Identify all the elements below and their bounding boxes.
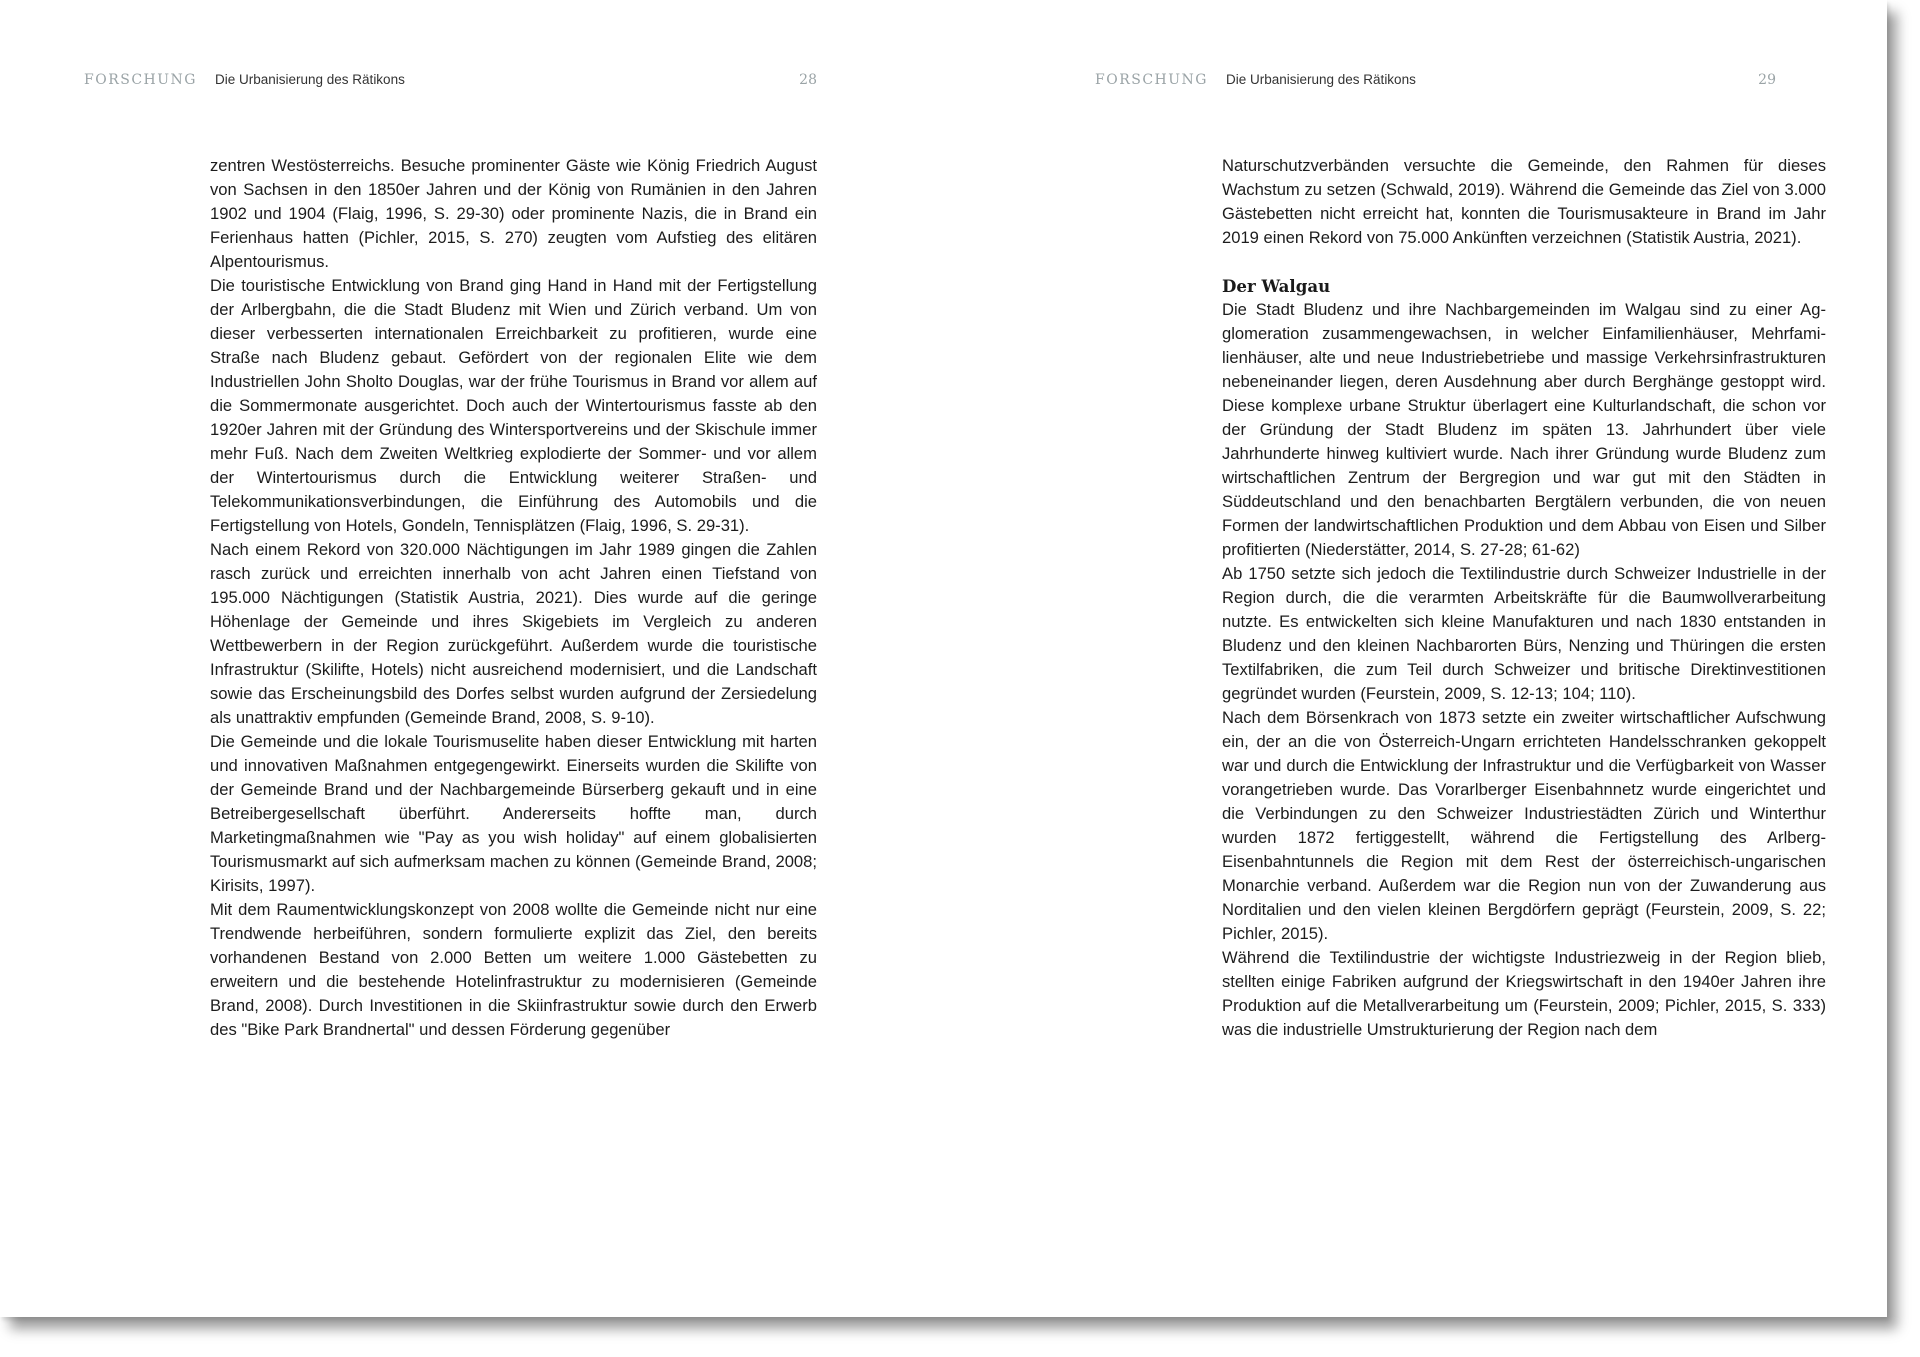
paragraph: Die Stadt Bludenz und ihre Nachbargemeinden im Walgau sind zu einer Agglomeration zusammengewachsen, in welcher Einfamilienhäuser, Mehrfamilienhäuser, alte und neue Industriebetriebe und massige Verkehrsinfrastrukturen nebeneinander liegen, deren Ausdehnung aber durch Berghänge gestoppt wird. Diese komplexe urbane Struktur überlagert eine Kulturlandschaft, die schon vor der Gründung der Stadt Bludenz im späten 13. Jahrhundert über viele Jahrhunderte hinweg kultiviert wurde. Nach ihrer Gründung wurde Bludenz zum wirtschaftlichen Zentrum der Bergregion und war gut mit den Städten in Süddeutschland und den benachbarten Bergtälern verbunden, die von neuen Formen der landwirtschaftlichen Produktion und dem Abbau von Eisen und Silber profitierten (Niederstätter, 2014, S. 27-28; 61-62): [1222, 300, 1826, 559]
paragraph: Die touristische Entwicklung von Brand ging Hand in Hand mit der Fertigstellung der Arlbergbahn, die die Stadt Bludenz mit Wien und Zürich verband. Um von dieser verbesserten internationalen Erreichbarkeit zu profitieren, wurde eine Straße nach Bludenz gebaut. Gefördert von der regionalen Elite wie dem Industriellen John Sholto Douglas, war der frühe Tourismus in Brand vor allem auf die Sommermonate ausgerichtet. Doch auch der Wintertourismus fasste ab den 1920er Jahren mit der Gründung des Wintersportvereins und der Skischule immer mehr Fuß. Nach dem Zweiten Weltkrieg explodierte der Sommer- und vor allem der Wintertourismus durch die Entwicklung weiterer Straßen- und Telekommunikationsverbindungen, die Einführung des Automobils und die Fertigstellung von Hotels, Gondeln, Tennisplätzen (Flaig, 1996, S. 29-31).: [210, 276, 817, 535]
right-page: [943, 0, 1887, 1317]
paragraph: Die Gemeinde und die lokale Tourismuselite haben dieser Entwicklung mit harten und innovativen Maßnahmen entgegengewirkt. Einerseits wurden die Skilifte von der Gemeinde Brand und der Nachbargemeinde Bürserberg gekauft und in eine Betreibergesellschaft überführt. Andererseits hoffte man, durch Marketingmaßnahmen wie "Pay as you wish holiday" auf einem globalisierten Tourismusmarkt auf sich aufmerksam machen zu können (Gemeinde Brand, 2008; Kirisits, 1997).: [210, 732, 817, 895]
paragraph: Nach dem Börsenkrach von 1873 setzte ein zweiter wirtschaftlicher Aufschwung ein, der an die von Österreich-Ungarn errichteten Handelsschranken gekoppelt war und durch die Entwicklung der Infrastruktur und die Verfügbarkeit von Wasser vorangetrieben wurde. Das Vorarlberger Eisenbahnnetz wurde eingerichtet und die Verbindungen zu den Schweizer Industriestädten Zürich und Winterthur wurden 1872 fertiggestellt, während die Fertigstellung des Arlberg-Eisenbahntunnels die Region mit dem Rest der österreichisch-ungarischen Monarchie verband. Außerdem war die Region nun von der Zuwanderung aus Norditalien und den vielen kleinen Bergdörfern geprägt (Feurstein, 2009, S. 22; Pichler, 2015).: [1222, 708, 1826, 943]
paragraph: Ab 1750 setzte sich jedoch die Textilindustrie durch Schweizer Industrielle in der Region durch, die die verarmten Arbeitskräfte für die Baumwollverarbeitung nutzte. Es entwickelten sich kleine Manufakturen und nach 1830 entstanden in Bludenz und den kleinen Nachbarorten Bürs, Nenzing und Thüringen die ersten Textilfabriken, die zum Teil durch Schweizer und britische Direktinvestitionen gegründet wurden (Feurstein, 2009, S. 12-13; 104; 110).: [1222, 564, 1826, 703]
paragraph: Naturschutzverbänden versuchte die Gemeinde, den Rahmen für dieses Wachstum zu setzen (Schwald, 2019). Während die Gemeinde das Ziel von 3.000 Gästebetten nicht erreicht hat, konnten die Tourismusakteure in Brand im Jahr 2019 einen Rekord von 75.000 Ankünften verzeichnen (Statistik Austria, 2021).: [1222, 156, 1826, 247]
header-title: Die Urbanisierung des Rätikons: [214, 72, 405, 87]
section-tag: FORSCHUNG: [1095, 72, 1208, 88]
running-header: [84, 70, 817, 90]
section-heading: Der Walgau: [1222, 276, 1331, 296]
page-number: 28: [799, 72, 817, 88]
paragraph: Mit dem Raumentwicklungskonzept von 2008 wollte die Gemeinde nicht nur eine Trendwende herbeiführen, sondern formulierte explizit das Ziel, den bereits vorhandenen Bestand von 2.000 Betten um weitere 1.000 Gästebetten zu erweitern und die bestehende Hotelinfrastruktur zu modernisieren (Gemeinde Brand, 2008). Durch Investitionen in die Skiinfrastruktur sowie durch den Erwerb des "Bike Park Brandnertal" und dessen Förderung gegenüber: [210, 900, 817, 1039]
left-page: [0, 0, 943, 1317]
header-title: Die Urbanisierung des Rätikons: [1225, 72, 1416, 87]
paragraph: Nach einem Rekord von 320.000 Nächtigungen im Jahr 1989 gingen die Zahlen rasch zurück und erreichten innerhalb von acht Jahren einen Tiefstand von 195.000 Nächtigungen (Statistik Austria, 2021). Dies wurde auf die geringe Höhenlage der Gemeinde und ihres Skigebiets im Vergleich zu anderen Wettbewerbern in der Region zurückgeführt. Außerdem wurde die touristische Infrastruktur (Skilifte, Hotels) nicht ausreichend modernisiert, und die Landschaft sowie das Erscheinungsbild des Dorfes selbst wurden aufgrund der Zersiedelung als unattraktiv empfunden (Gemeinde Brand, 2008, S. 9-10).: [210, 540, 817, 727]
page-number: 29: [1758, 72, 1776, 88]
body-text: [1222, 154, 1826, 1042]
section-tag: FORSCHUNG: [84, 72, 197, 88]
paragraph: Während die Textilindustrie der wichtigste Industriezweig in der Region blieb, stellten einige Fabriken aufgrund der Kriegswirtschaft in den 1940er Jahren ihre Produktion auf die Metallverarbeitung um (Feurstein, 2009; Pichler, 2015, S. 333) was die industrielle Umstrukturierung der Region nach dem: [1222, 948, 1826, 1039]
body-text: [210, 154, 817, 1042]
paragraph: zentren Westösterreichs. Besuche prominenter Gäste wie König Friedrich August von Sachsen in den 1850er Jahren und der König von Rumänien in den Jahren 1902 und 1904 (Flaig, 1996, S. 29-30) oder prominente Nazis, die in Brand ein Ferienhaus hatten (Pichler, 2015, S. 270) zeugten vom Aufstieg des elitären Alpentourismus.: [210, 156, 817, 271]
running-header: [1095, 70, 1776, 90]
